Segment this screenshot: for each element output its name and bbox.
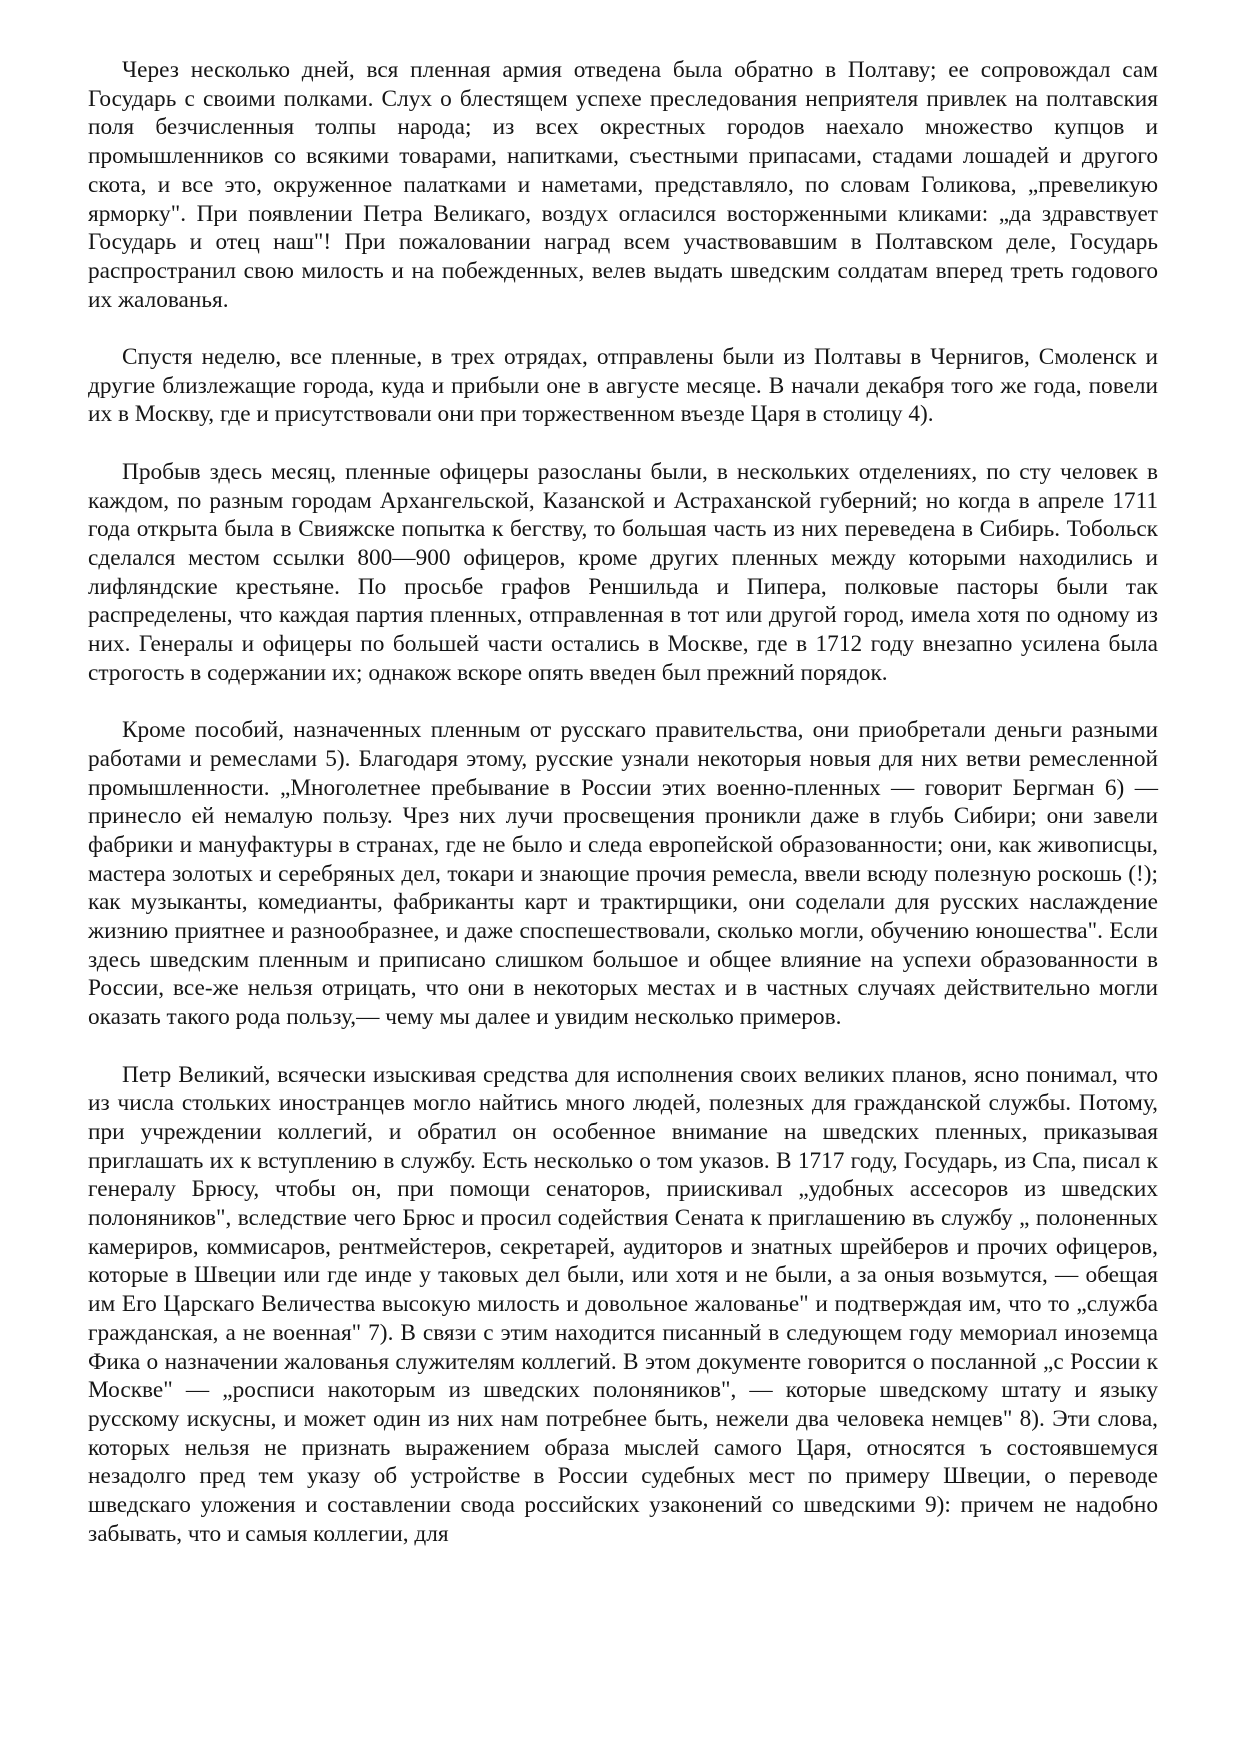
paragraph-4: Кроме пособий, назначенных пленным от русскаго правительства, они приобретали деньги разными работами и ремеслами 5). Благодаря этому, русские узнали некоторыя новыя для них ветви ремесленной промышленности. „Многолетнее пребывание в России этих военно-пленных — говорит Бергман 6) — принесло ей немалую пользу. Чрез них лучи просвещения проникли даже в глубь Сибири; они завели фабрики и мануфактуры в странах, где не было и следа европейской образованности; они, как живописцы, мастера золотых и серебряных дел, токари и знающие прочия ремесла, ввели всюду полезную роскошь (!); как музыканты, комедианты, фабриканты карт и трактирщики, они соделали для русских наслаждение жизнию приятнее и разнообразнее, и даже споспешествовали, сколько могли, обучению юношества". Если здесь шведским пленным и приписано слишком большое и общее влияние на успехи образованности в России, все-же нельзя отрицать, что они в некоторых местах и в частных случаях действительно могли оказать такого рода пользу,— чему мы далее и увидим несколько примеров. — [88, 717, 1158, 1031]
paragraph-3: Пробыв здесь месяц, пленные офицеры разосланы были, в нескольких отделениях, по сту человек в каждом, по разным городам Архангельской, Казанской и Астраханской губерний; но когда в апреле 1711 года открыта была в Свияжске попытка к бегству, то большая часть из них переведена в Сибирь. Тобольск сделался местом ссылки 800—900 офицеров, кроме других пленных между которыми находились и лифляндские крестьяне. По просьбе графов Реншильда и Пипера, полковые пасторы были так распределены, что каждая партия пленных, отправленная в тот или другой город, имела хотя по одному из них. Генералы и офицеры по большей части остались в Москве, где в 1712 году внезапно усилена была строгость в содержании их; однакож вскоре опять введен был прежний порядок. — [88, 458, 1158, 686]
document-page — [88, 56, 1158, 1549]
paragraph-2: Спустя неделю, все пленные, в трех отрядах, отправлены были из Полтавы в Чернигов, Смоленск и другие близлежащие города, куда и прибыли оне в августе месяце. В начали декабря того же года, повели их в Москву, где и присутствовали они при торжественном въезде Царя в столицу 4). — [88, 344, 1158, 428]
paragraph-1: Через несколько дней, вся пленная армия отведена была обратно в Полтаву; ее сопровождал сам Государь с своими полками. Слух о блестящем успехе преследования неприятеля привлек на полтавския поля безчисленныя толпы народа; из всех окрестных городов наехало множество купцов и промышленников со всякими товарами, напитками, съестными припасами, стадами лошадей и другого скота, и все это, окруженное палатками и наметами, представляло, по словам Голикова, „превеликую ярморку". При появлении Петра Великаго, воздух огласился восторженными кликами: „да здравствует Государь и отец наш"! При пожаловании наград всем участвовавшим в Полтавском деле, Государь распространил свою милость и на побежденных, велев выдать шведским солдатам вперед треть годового их жалованья. — [88, 57, 1158, 313]
paragraph-5: Петр Великий, всячески изыскивая средства для исполнения своих великих планов, ясно понимал, что из числа стольких иностранцев могло найтись много людей, полезных для гражданской службы. Потому, при учреждении коллегий, и обратил он особенное внимание на шведских пленных, приказывая приглашать их к вступлению в службу. Есть несколько о том указов. В 1717 году, Государь, из Спа, писал к генералу Брюсу, чтобы он, при помощи сенаторов, приискивал „удобных ассесоров из шведских полоняников", вследствие чего Брюс и просил содействия Сената к приглашению въ службу „ полоненных камериров, коммисаров, рентмейстеров, секретарей, аудиторов и знатных шрейберов и прочих офицеров, которые в Швеции или где инде у таковых дел были, или хотя и не были, а за оныя возьмутся, — обещая им Его Царскаго Величества высокую милость и довольное жалованье" и подтверждая им, что то „служба гражданская, а не военная" 7). В связи с этим находится писанный в следующем году мемориал иноземца Фика о назначении жалованья служителям коллегий. В этом документе говорится о посланной „с России к Москве" — „росписи накоторым из шведских полоняников", — которые шведскому штату и языку русскому искусны, и может один из них нам потребнее быть, нежели два человека немцев" 8). Эти слова, которых нельзя не признать выражением образа мыслей самого Царя, относятся ъ состоявшемуся незадолго пред тем указу об устройстве в России судебных мест по примеру Швеции, о переводе шведскаго уложения и составлении свода российских узаконений со шведскими 9): причем не надобно забывать, что и самыя коллегии, для — [88, 1061, 1158, 1547]
